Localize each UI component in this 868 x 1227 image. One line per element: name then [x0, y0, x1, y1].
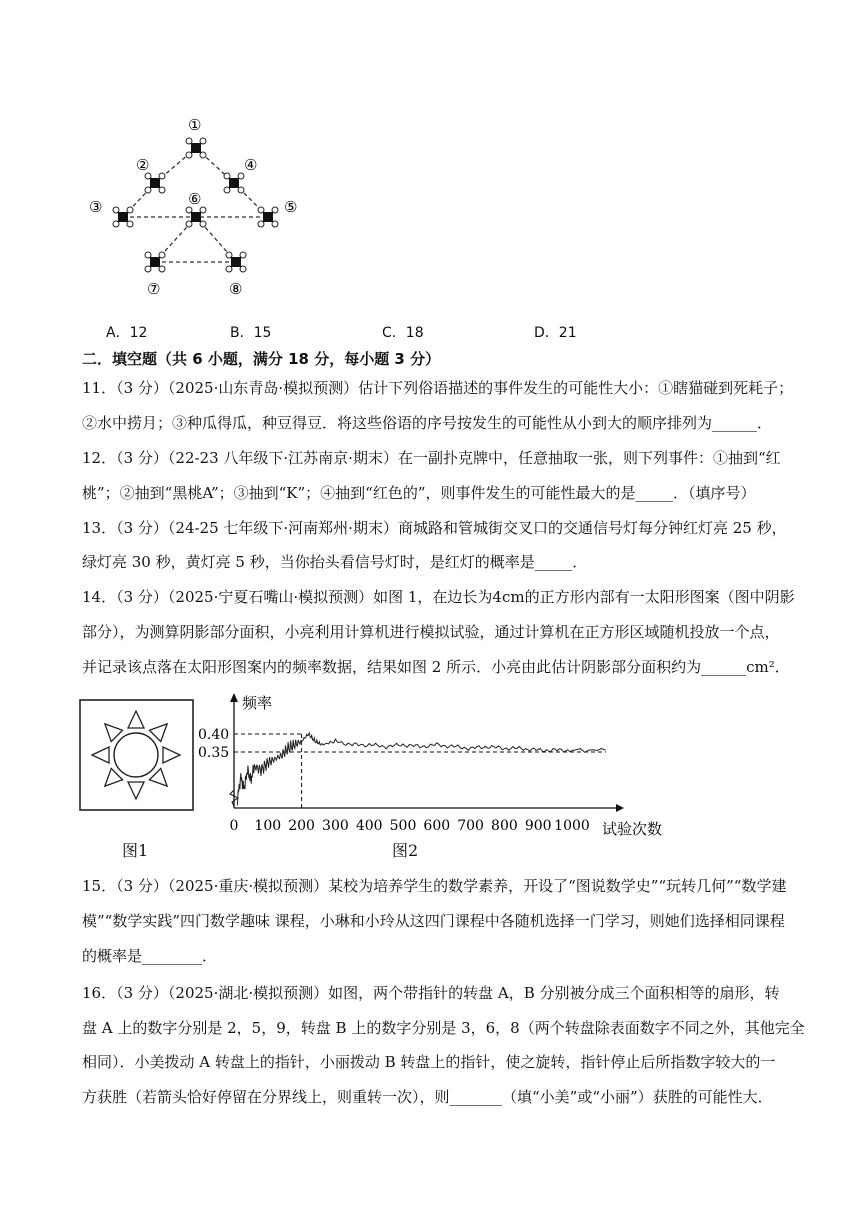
- node-label-1: ①: [188, 116, 202, 134]
- x-tick-label: 700: [457, 818, 484, 834]
- y-axis-arrow: [230, 693, 238, 702]
- q16-line-1: 16．（3 分）（2025·湖北·模拟预测）如图，两个带指针的转盘 A，B 分别被分成三个面积相等的扇形，转: [82, 984, 780, 1002]
- drone-node-4: [224, 173, 244, 193]
- y-tick-label: 0.35: [198, 745, 230, 761]
- node-label-5: ⑤: [284, 198, 298, 216]
- choice-d: D．21: [534, 325, 577, 341]
- choice-c: C．18: [382, 325, 424, 341]
- node-label-7: ⑦: [147, 280, 161, 298]
- y-axis-label: 频率: [242, 694, 273, 712]
- x-tick-label: 500: [389, 818, 417, 834]
- q12-line-1: 12．（3 分）（22-23 八年级下·江苏南京·期末）在一副扑克牌中，任意抽取一张，则下列事件：①抽到“红: [82, 449, 781, 467]
- drone-node-5: [258, 207, 278, 227]
- drone-node-1: [186, 138, 206, 158]
- x-tick-label: 200: [288, 818, 315, 834]
- x-tick-label: 0: [229, 818, 239, 834]
- x-tick-label: 400: [355, 818, 383, 834]
- q16-line-3: 相同）．小美拨动 A 转盘上的指针，小丽拨动 B 转盘上的指针，使之旋转，指针停止后所指数字较大的一: [82, 1053, 776, 1071]
- q16-line-2: 盘 A 上的数字分别是 2，5，9，转盘 B 上的数字分别是 3，6，8（两个转盘除表面数字不同之外，其他完全: [82, 1019, 805, 1037]
- x-tick-label: 900: [524, 818, 552, 834]
- q15-line-2: 模”“数学实践”四门数学趣味 课程，小琳和小玲从这四门课程中各随机选择一门学习，则她们选择相同课程: [82, 912, 785, 930]
- figure1-caption: 图1: [122, 841, 149, 860]
- node-label-6: ⑥: [188, 190, 202, 208]
- frequency-chart: [196, 690, 676, 840]
- q11-line-2: ②水中捞月；③种瓜得瓜，种豆得豆．将这些俗语的序号按发生的可能性从小到大的顺序排列为______．: [82, 414, 773, 432]
- x-tick-label: 600: [423, 818, 451, 834]
- q14-line-3: 并记录该点落在太阳形图案内的频率数据，结果如图 2 所示．小亮由此估计阴影部分面积约为______cm²．: [82, 658, 790, 676]
- node-label-3: ③: [89, 198, 103, 216]
- q13-line-2: 绿灯亮 30 秒，黄灯亮 5 秒，当你抬头看信号灯时，是红灯的概率是_____．: [82, 553, 588, 571]
- x-tick-label: 100: [254, 818, 282, 834]
- choice-a: A．12: [106, 325, 148, 341]
- x-axis-arrow: [616, 804, 624, 812]
- node-label-4: ④: [244, 156, 258, 174]
- figure1-sun: [78, 698, 196, 812]
- drone-node-2: [145, 173, 165, 193]
- q16-line-4: 方获胜（若箭头恰好停留在分界线上，则重转一次），则_______（填“小美”或“小丽”）获胜的可能性大．: [82, 1088, 773, 1106]
- y-tick-label: 0.40: [198, 727, 230, 743]
- section-title: 二．填空题（共 6 小题，满分 18 分，每小题 3 分）: [82, 350, 441, 368]
- q11-line-1: 11．（3 分）（2025·山东青岛·模拟预测）估计下列俗语描述的事件发生的可能性大小：①瞎猫碰到死耗子；: [82, 379, 794, 397]
- x-tick-label: 1000: [554, 818, 590, 834]
- q15-line-3: 的概率是________．: [82, 947, 218, 965]
- choice-b: B．15: [230, 325, 272, 341]
- x-tick-label: 300: [322, 818, 349, 834]
- q12-line-2: 桃”；②抽到“黑桃A”；③抽到“K”；④抽到“红色的”，则事件发生的可能性最大的是_____．（填序号）: [82, 484, 756, 502]
- x-tick-label: 800: [491, 818, 518, 834]
- frequency-series-line: [237, 733, 605, 805]
- q14-line-1: 14．（3 分）（2025·宁夏石嘴山·模拟预测）如图 1，在边长为4cm的正方形内部有一太阳形图案（图中阴影: [82, 588, 795, 606]
- x-axis-label: 试验次数: [602, 820, 663, 838]
- q14-line-2: 部分），为测算阴影部分面积，小亮利用计算机进行模拟试验，通过计算机在正方形区域随机投放一个点，: [82, 623, 780, 641]
- node-label-8: ⑧: [229, 280, 243, 298]
- q13-line-1: 13．（3 分）（24-25 七年级下·河南郑州·期末）商城路和管城街交叉口的交通信号灯每分钟红灯亮 25 秒，: [82, 519, 787, 537]
- node-label-2: ②: [136, 156, 150, 174]
- figure2-caption: 图2: [392, 841, 419, 860]
- q15-line-1: 15．（3 分）（2025·重庆·模拟预测）某校为培养学生的数学素养，开设了“图说数学史”“玩转几何”“数学建: [82, 877, 787, 895]
- network-figure: [84, 112, 314, 302]
